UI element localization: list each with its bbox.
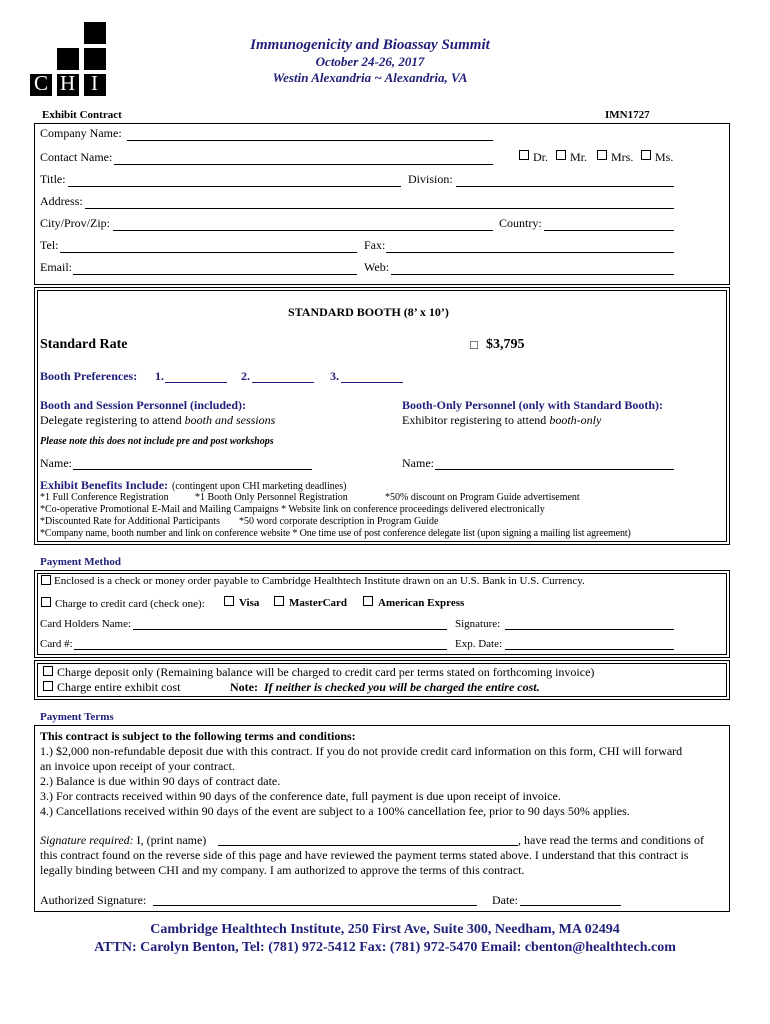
booth-pref-2-label: 2. bbox=[241, 369, 250, 383]
mastercard-label: MasterCard bbox=[289, 597, 348, 609]
booth-session-personnel-title: Booth and Session Personnel (included): bbox=[40, 398, 247, 412]
logo-square bbox=[84, 48, 106, 70]
salutation-mrs-label: Mrs. bbox=[611, 150, 634, 164]
email-label: Email: bbox=[40, 260, 72, 274]
benefit-item: *1 Full Conference Registration bbox=[40, 492, 169, 503]
logo-square bbox=[57, 48, 79, 70]
term-item: 4.) Cancellations received within 90 days of the event are subject to a 100% cancellation fee, prior to 90 days 50% applies. bbox=[40, 804, 630, 818]
benefit-item: *50 word corporate description in Program Guide bbox=[239, 516, 439, 527]
benefit-item: *Discounted Rate for Additional Participants bbox=[40, 516, 220, 527]
sig-text: I, (print name) bbox=[133, 833, 207, 847]
workshop-note: Please note this does not include pre and post workshops bbox=[40, 436, 274, 447]
mastercard-checkbox[interactable] bbox=[274, 596, 284, 606]
term-item: 2.) Balance is due within 90 days of contract date. bbox=[40, 774, 281, 788]
amex-checkbox[interactable] bbox=[363, 596, 373, 606]
company-name-field[interactable] bbox=[127, 140, 493, 141]
desc-text: Delegate registering to attend bbox=[40, 413, 185, 427]
benefit-item: *Company name, booth number and link on conference website * One time use of post conference delegate list (upon signing a mailing list agreement) bbox=[40, 528, 631, 539]
sig-text-line3: legally binding between CHI and my company. I am authorized to approve the terms of this contract. bbox=[40, 863, 525, 877]
standard-rate-label: Standard Rate bbox=[40, 337, 128, 352]
conference-venue: Westin Alexandria ~ Alexandria, VA bbox=[272, 70, 468, 85]
division-field[interactable] bbox=[456, 186, 674, 187]
salutation-mrs-checkbox[interactable] bbox=[597, 150, 607, 160]
salutation-mr-checkbox[interactable] bbox=[556, 150, 566, 160]
booth-pref-2-field[interactable] bbox=[252, 382, 314, 383]
fax-label: Fax: bbox=[364, 238, 386, 252]
visa-checkbox[interactable] bbox=[224, 596, 234, 606]
booth-only-personnel-desc bbox=[402, 413, 601, 428]
booth-pref-3-field[interactable] bbox=[341, 382, 403, 383]
contract-code: IMN1727 bbox=[605, 109, 650, 121]
booth-only-personnel-title: Booth-Only Personnel (only with Standard Booth): bbox=[402, 398, 664, 412]
booth-heading: STANDARD BOOTH (8’ x 10’) bbox=[288, 305, 449, 319]
salutation-ms-label: Ms. bbox=[655, 150, 674, 164]
conference-dates: October 24-26, 2017 bbox=[315, 54, 425, 69]
salutation-dr-label: Dr. bbox=[533, 150, 548, 164]
division-label: Division: bbox=[408, 172, 453, 186]
exp-date-field[interactable] bbox=[505, 649, 674, 650]
logo-square bbox=[84, 22, 106, 44]
card-signature-label: Signature: bbox=[455, 618, 501, 630]
payment-note bbox=[230, 680, 540, 695]
benefit-item: *Co-operative Promotional E-Mail and Mailing Campaigns * Website link on conference proceedings delivered electronically bbox=[40, 504, 545, 515]
enclosed-check-checkbox[interactable] bbox=[41, 575, 51, 585]
signature-required-label: Signature required: bbox=[40, 833, 134, 847]
visa-label: Visa bbox=[239, 597, 260, 609]
term-item: 1.) $2,000 non-refundable deposit due with this contract. If you do not provide credit card information on this form, CHI will forward bbox=[40, 744, 683, 758]
payment-method-heading: Payment Method bbox=[40, 556, 121, 568]
booth-pref-1-label: 1. bbox=[155, 369, 164, 383]
desc-emphasis: booth-only bbox=[549, 413, 602, 427]
term-item: an invoice upon receipt of your contract. bbox=[40, 759, 235, 773]
charge-deposit-checkbox[interactable] bbox=[43, 666, 53, 676]
address-field[interactable] bbox=[85, 208, 674, 209]
title-field[interactable] bbox=[68, 186, 401, 187]
desc-emphasis: booth and sessions bbox=[184, 413, 276, 427]
charge-entire-checkbox[interactable] bbox=[43, 681, 53, 691]
card-signature-field[interactable] bbox=[505, 629, 674, 630]
address-label: Address: bbox=[40, 194, 83, 208]
date-field[interactable] bbox=[520, 905, 621, 906]
authorized-signature-field[interactable] bbox=[153, 905, 477, 906]
contact-name-label: Contact Name: bbox=[40, 150, 113, 164]
booth-pref-3-label: 3. bbox=[330, 369, 339, 383]
logo-letter: H bbox=[60, 71, 76, 95]
exhibit-contract-label: Exhibit Contract bbox=[42, 109, 122, 121]
city-field[interactable] bbox=[113, 230, 493, 231]
personnel-name-right-field[interactable] bbox=[435, 469, 674, 470]
authorized-signature-label: Authorized Signature: bbox=[40, 893, 147, 907]
email-field[interactable] bbox=[73, 274, 357, 275]
benefits-title: Exhibit Benefits Include: bbox=[40, 478, 169, 492]
sig-text-line2: this contract found on the reverse side of this page and have reviewed the payment terms stated above. I understand that this contract is bbox=[40, 848, 689, 862]
benefit-item: *1 Booth Only Personnel Registration bbox=[195, 492, 348, 503]
card-holder-label: Card Holders Name: bbox=[40, 618, 132, 630]
charge-deposit-label: Charge deposit only (Remaining balance will be charged to credit card per terms stated on forthcoming invoice) bbox=[57, 665, 595, 679]
standard-rate-checkbox[interactable]: □ bbox=[470, 337, 478, 352]
signature-required-line bbox=[40, 833, 206, 848]
title-label: Title: bbox=[40, 172, 66, 186]
logo-letter: I bbox=[91, 71, 98, 95]
note-label: Note: bbox=[230, 680, 258, 694]
sig-text-tail: , have read the terms and conditions of bbox=[518, 833, 704, 847]
tel-field[interactable] bbox=[60, 252, 357, 253]
salutation-dr-checkbox[interactable] bbox=[519, 150, 529, 160]
terms-intro: This contract is subject to the following terms and conditions: bbox=[40, 729, 356, 743]
card-number-field[interactable] bbox=[74, 649, 447, 650]
print-name-field[interactable] bbox=[218, 845, 518, 846]
desc-text: Exhibitor registering to attend bbox=[402, 413, 550, 427]
company-name-label: Company Name: bbox=[40, 126, 122, 140]
date-label: Date: bbox=[492, 893, 518, 907]
web-field[interactable] bbox=[391, 274, 674, 275]
standard-rate-price: $3,795 bbox=[486, 337, 525, 352]
term-item: 3.) For contracts received within 90 days of the conference date, full payment is due upon receipt of invoice. bbox=[40, 789, 561, 803]
city-label: City/Prov/Zip: bbox=[40, 216, 111, 230]
benefits-subtitle: (contingent upon CHI marketing deadlines) bbox=[172, 481, 347, 492]
booth-pref-1-field[interactable] bbox=[165, 382, 227, 383]
logo-letter: C bbox=[34, 71, 49, 95]
salutation-ms-checkbox[interactable] bbox=[641, 150, 651, 160]
booth-session-personnel-desc bbox=[40, 413, 275, 428]
fax-field[interactable] bbox=[386, 252, 674, 253]
personnel-name-left-field[interactable] bbox=[73, 469, 312, 470]
personnel-name-right-label: Name: bbox=[402, 456, 434, 470]
enclosed-check-label: Enclosed is a check or money order payable to Cambridge Healthtech Institute drawn on an U.S. Bank in U.S. Currency. bbox=[54, 575, 585, 587]
footer-address: Cambridge Healthtech Institute, 250 First Ave, Suite 300, Needham, MA 02494 bbox=[150, 922, 620, 937]
card-holder-field[interactable] bbox=[133, 629, 447, 630]
payment-terms-heading: Payment Terms bbox=[40, 711, 114, 723]
card-number-label: Card #: bbox=[40, 638, 73, 650]
country-label: Country: bbox=[499, 216, 542, 230]
contact-name-field[interactable] bbox=[114, 164, 493, 165]
tel-label: Tel: bbox=[40, 238, 59, 252]
web-label: Web: bbox=[364, 260, 390, 274]
charge-entire-label: Charge entire exhibit cost bbox=[57, 680, 181, 694]
country-field[interactable] bbox=[544, 230, 674, 231]
personnel-name-left-label: Name: bbox=[40, 456, 72, 470]
salutation-mr-label: Mr. bbox=[570, 150, 588, 164]
charge-credit-card-label: Charge to credit card (check one): bbox=[55, 598, 205, 610]
benefit-item: *50% discount on Program Guide advertisement bbox=[385, 492, 580, 503]
note-text: If neither is checked you will be charged the entire cost. bbox=[263, 680, 540, 694]
booth-preferences-label: Booth Preferences: bbox=[40, 369, 138, 383]
charge-credit-card-checkbox[interactable] bbox=[41, 597, 51, 607]
conference-title: Immunogenicity and Bioassay Summit bbox=[250, 37, 490, 53]
amex-label: American Express bbox=[378, 597, 465, 609]
exp-date-label: Exp. Date: bbox=[455, 638, 503, 650]
footer-contact: ATTN: Carolyn Benton, Tel: (781) 972-5412 Fax: (781) 972-5470 Email: cbenton@healthtech.com bbox=[94, 940, 676, 955]
